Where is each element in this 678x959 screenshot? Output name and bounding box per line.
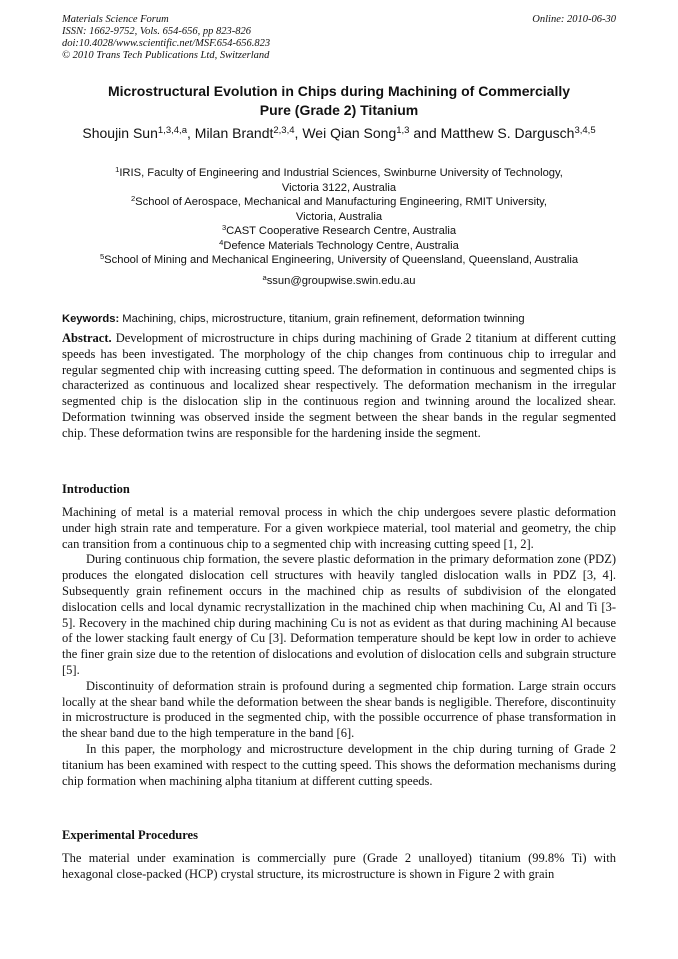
author-affiliation-marker: 1,3,4,a <box>157 125 187 137</box>
online-date: Online: 2010-06-30 <box>532 14 616 25</box>
affiliation-marker: 1 <box>115 165 120 175</box>
paragraph: Machining of metal is a material removal process in which the chip undergoes severe plastic deformation under high strain rate and temperature. For a given workpiece material, tool material and geometry, the chip can transition from a continuous chip to a segmented chip with increasing cutting speed [1, 2]. <box>62 505 616 551</box>
affiliation-line <box>62 195 616 210</box>
doi-line: doi:10.4028/www.scientific.net/MSF.654-656.823 <box>62 38 271 49</box>
abstract-paragraph <box>62 331 616 442</box>
affiliation-marker: 3 <box>221 223 227 233</box>
introduction-section <box>62 505 616 789</box>
affiliation-marker: 5 <box>99 252 105 262</box>
author-affiliation-marker: 2,3,4 <box>273 125 295 137</box>
affiliation-marker: 2 <box>130 194 136 204</box>
corresponding-email <box>62 274 616 288</box>
affiliation-text: CAST Cooperative Research Centre, Australia <box>226 225 457 237</box>
affiliation-line: Victoria 3122, Australia <box>281 181 397 194</box>
journal-header <box>62 14 616 62</box>
title-line-1: Microstructural Evolution in Chips during Machining of Commercially <box>107 83 571 99</box>
affiliation-line: Victoria, Australia <box>295 210 383 223</box>
affiliation-line <box>62 224 616 239</box>
author-name: Matthew S. Dargusch <box>440 125 575 141</box>
section-heading-introduction: Introduction <box>62 482 130 496</box>
author-list <box>62 124 616 143</box>
keywords-label: Keywords: <box>62 313 120 325</box>
affiliation-list <box>62 166 616 268</box>
affiliation-marker: 4 <box>219 237 224 247</box>
author-separator: and <box>409 125 441 141</box>
affiliation-line <box>62 239 616 254</box>
title-line-2: Pure (Grade 2) Titanium <box>259 102 419 118</box>
affiliation-text: School of Mining and Mechanical Engineering, University of Queensland, Queensland, Australia <box>104 254 579 266</box>
paragraph: Discontinuity of deformation strain is profound during a segmented chip formation. Large strain occurs locally at the shear band while the deformation between the shear bands is negligible. Therefore, discontinuity in microstructure is produced in the segmented chip, with the possible occurrence of phase transformation in the shear band due to the high temperature in the band [6]. <box>62 678 616 741</box>
paper-title <box>62 82 616 120</box>
section-heading-experimental: Experimental Procedures <box>62 828 198 842</box>
author-affiliation-marker: 3,4,5 <box>574 125 596 137</box>
author-separator: , <box>294 125 303 141</box>
copyright-line: © 2010 Trans Tech Publications Ltd, Switzerland <box>62 50 270 61</box>
affiliation-text: School of Aerospace, Mechanical and Manufacturing Engineering, RMIT University, <box>135 196 548 208</box>
author-name: Wei Qian Song <box>302 125 397 141</box>
email-marker: a <box>262 273 267 283</box>
journal-name: Materials Science Forum <box>62 14 169 25</box>
keywords <box>62 312 616 326</box>
paragraph: During continuous chip formation, the severe plastic deformation in the primary deformation zone (PDZ) produces the elongated dislocation cell structures with heavily tangled dislocation walls in PDZ [3, 4]. Subsequently grain refinement occurs in the machined chip as results of subdivision of the elongated dislocation cells and local dynamic recrystallization in the machined chip when machining Cu, Al and Ti [3-5]. Recovery in the machined chip during machining Cu is not as evident as that during machining Al because of the lower stacking fault energy of Cu [3]. Deformation temperature should be kept low in order to achieve the finer grain size due to the retention of dislocations and evolution of dislocation cells and subgrain structure [5]. <box>62 552 616 677</box>
author-affiliation-marker: 1,3 <box>396 125 410 137</box>
abstract-label: Abstract. <box>62 331 112 345</box>
abstract-text: Development of microstructure in chips during machining of Grade 2 titanium at different cutting speeds has been investigated. The morphology of the chip changes from continuous chip to irregular and regular segmented chip with increasing cutting speed. The deformation in continuous and segmented chips is characterized as continuous and localized shear respectively. The deformation mechanism in the irregular segmented chip is the dislocation slip in the continuous region and twinning around the localized shear. Deformation twinning was observed inside the segment between the shear bands in the regular segmented chip. These deformation twins are responsible for the hardening inside the segment. <box>62 331 616 440</box>
email-address[interactable]: ssun@groupwise.swin.edu.au <box>266 275 416 287</box>
abstract <box>62 331 616 442</box>
author-separator: , <box>187 125 195 141</box>
affiliation-text: Defence Materials Technology Centre, Australia <box>223 239 459 252</box>
issn-line: ISSN: 1662-9752, Vols. 654-656, pp 823-826 <box>62 26 251 37</box>
author-name: Shoujin Sun <box>82 125 158 141</box>
paragraph: The material under examination is commercially pure (Grade 2 unalloyed) titanium (99.8% Ti) with hexagonal close-packed (HCP) crystal structure, its microstructure is shown in Figure 2 with grain <box>62 851 616 881</box>
affiliation-line <box>62 166 616 181</box>
paragraph: In this paper, the morphology and microstructure development in the chip during turning of Grade 2 titanium has been examined with respect to the cutting speed. This shows the deformation mechanisms during chip formation when machining alpha titanium at different cutting speeds. <box>62 741 616 788</box>
author-name: Milan Brandt <box>194 125 274 141</box>
affiliation-text: IRIS, Faculty of Engineering and Industrial Sciences, Swinburne University of Technology, <box>119 167 563 179</box>
keywords-text: Machining, chips, microstructure, titanium, grain refinement, deformation twinning <box>119 313 525 325</box>
affiliation-line <box>62 253 616 268</box>
experimental-section <box>62 851 616 883</box>
